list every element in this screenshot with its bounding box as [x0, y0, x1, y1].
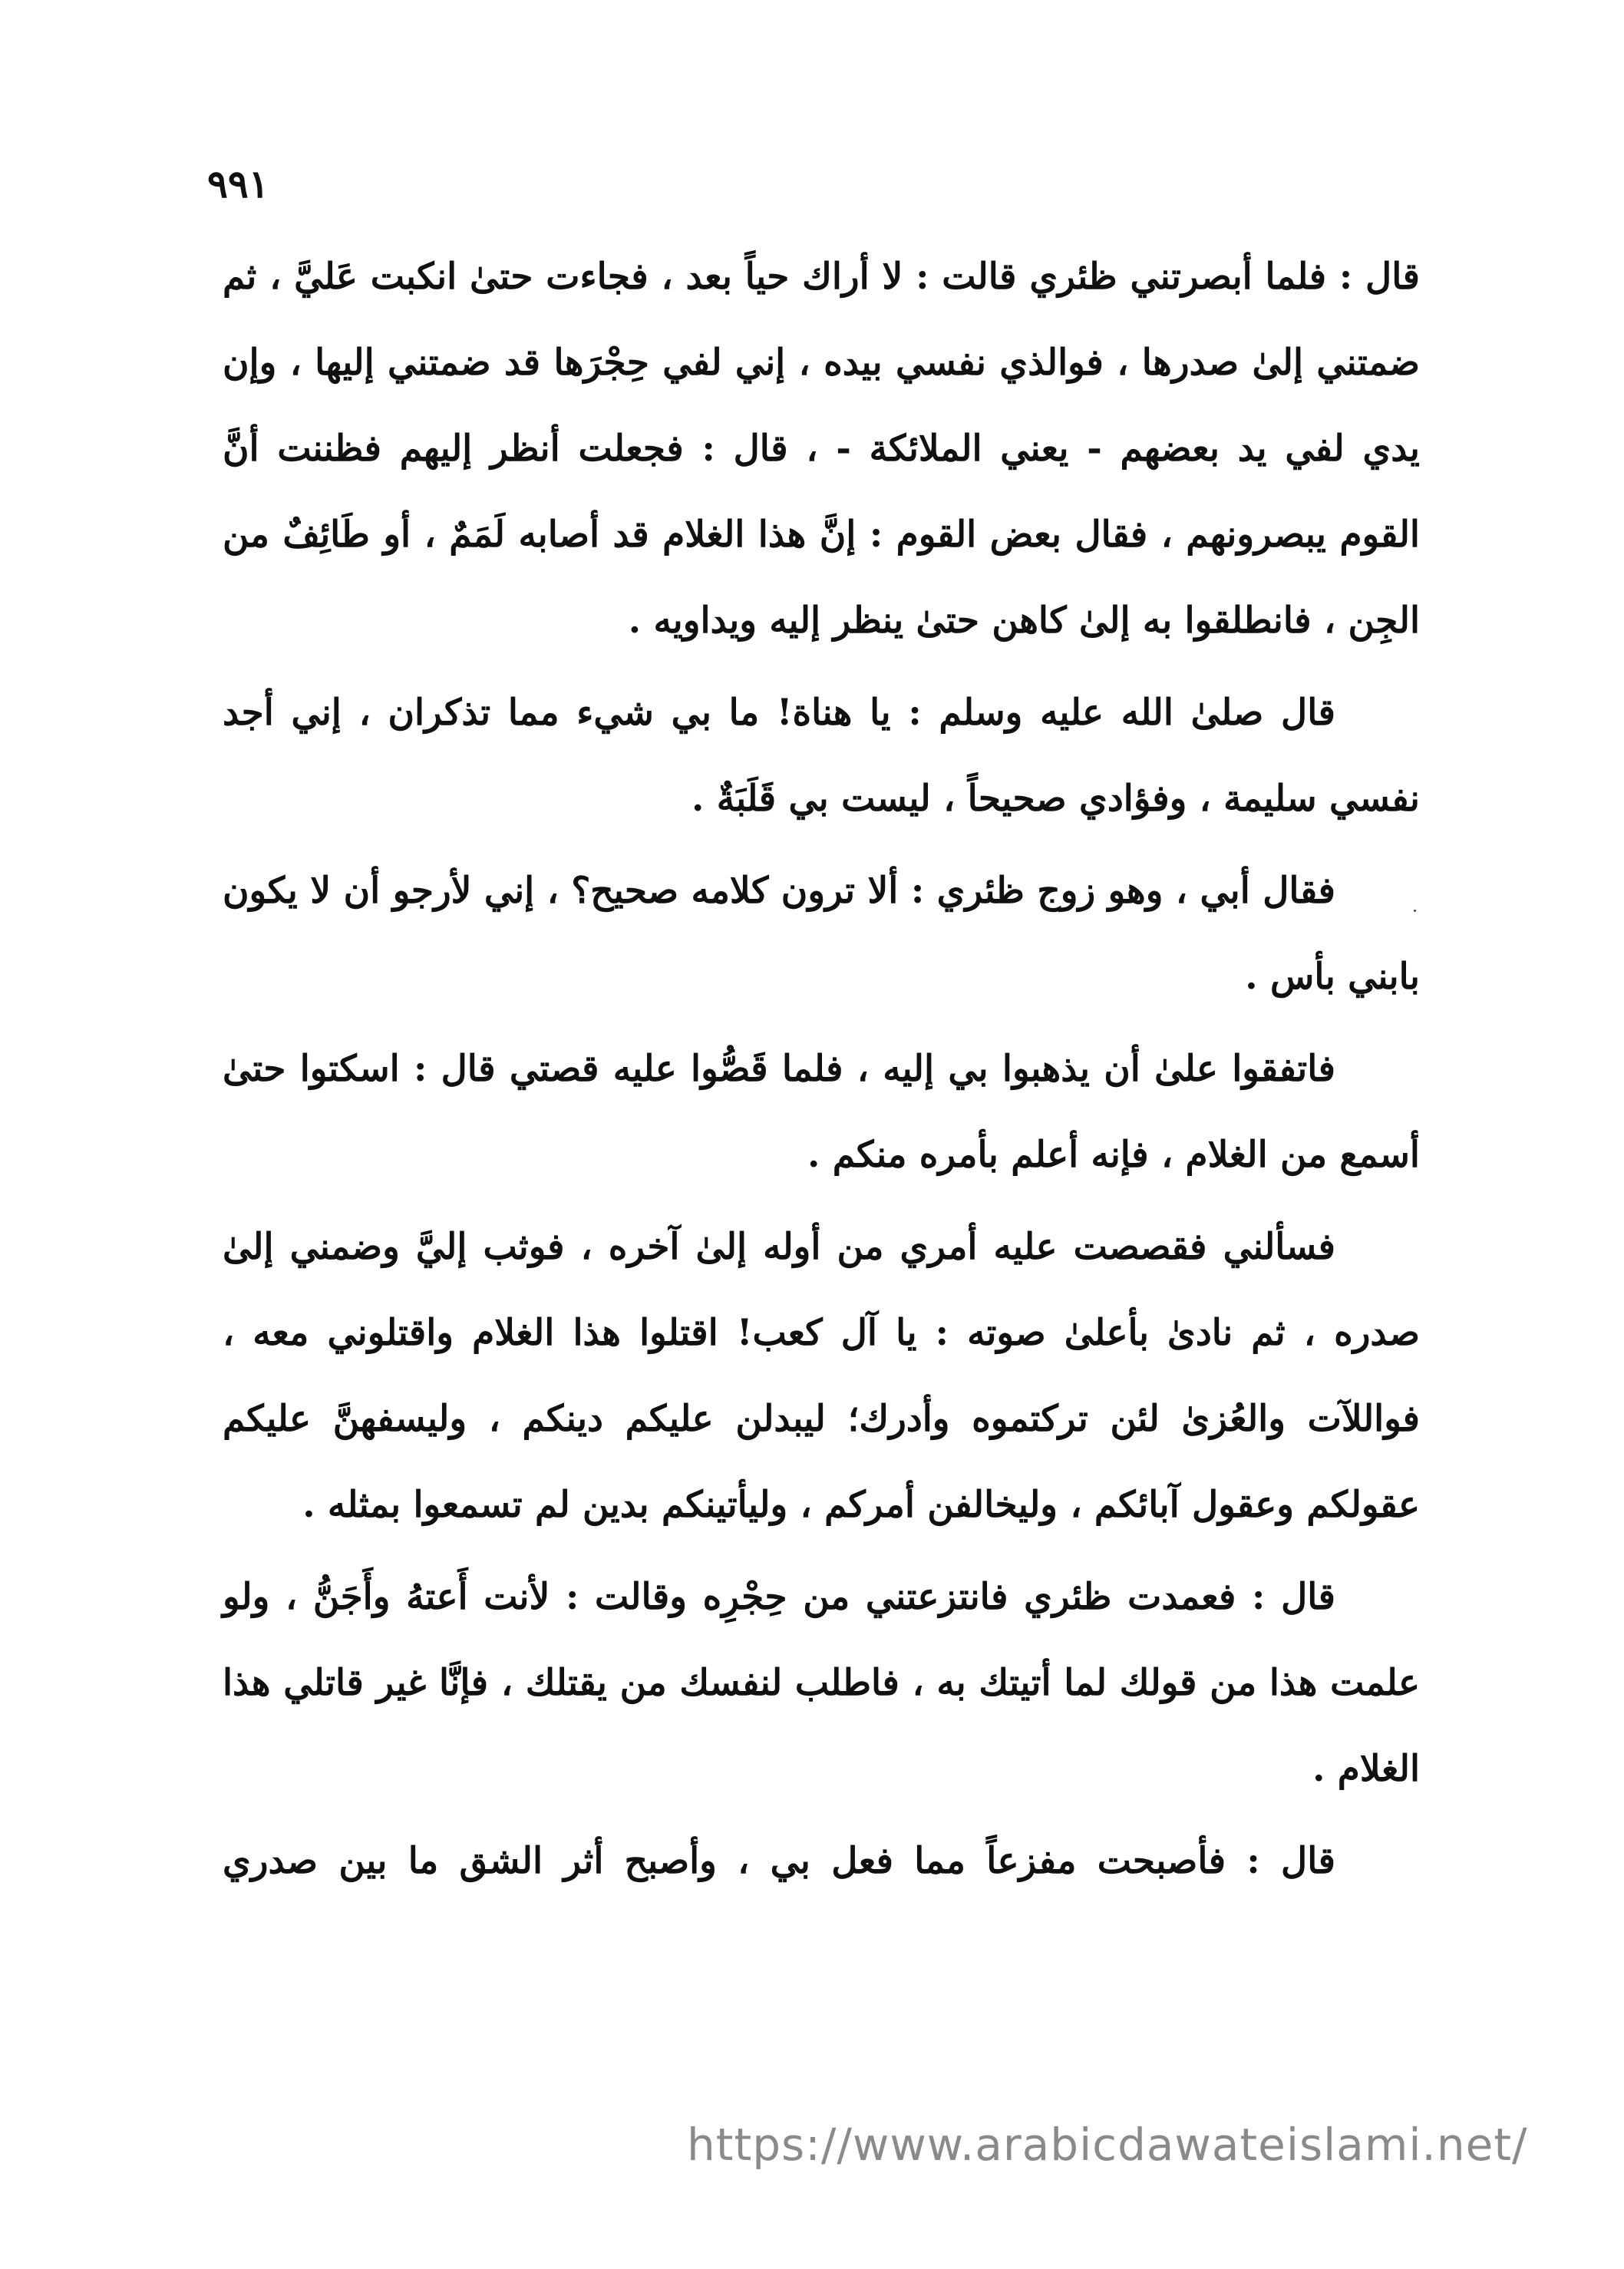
paragraph: قال : فأصبحت مفزعاً مما فعل بي ، وأصبح أثر الشق ما بين صدري	[223, 1840, 1335, 1882]
scan-speck	[1414, 910, 1416, 912]
paragraph: فقال أبي ، وهو زوج ظئري : ألا ترون كلامه صحيح؟ ، إني لأرجو أن لا يكون بابني بأس .	[223, 870, 1420, 998]
paragraph: فسألني فقصصت عليه أمري من أوله إلىٰ آخره ، فوثب إليَّ وضمني إلىٰ صدره ، ثم نادىٰ بأعلىٰ صوته : يا آل كعب! اقتلوا هذا الغلام واقتلوني معه ، فواللآت والعُزىٰ لئن تركتموه وأدرك؛ ليبدلن عليكم دينكم ، وليسفهنَّ عليكم عقولكم وعقول آبائكم ، وليخالفن أمركم ، وليأتينكم بدين لم تسمعوا بمثله .	[223, 1226, 1420, 1526]
watermark-url: https://www.arabicdawateislami.net/	[687, 2119, 1528, 2171]
body-text	[223, 234, 1420, 1911]
paragraph: قال صلىٰ الله عليه وسلم : يا هناة! ما بي شيء مما تذكران ، إني أجد نفسي سليمة ، وفؤادي صحيحاً ، ليست بي قَلَبَةٌ .	[223, 692, 1420, 820]
paragraph: فاتفقوا علىٰ أن يذهبوا بي إليه ، فلما قَصُّوا عليه قصتي قال : اسكتوا حتىٰ أسمع من الغلام ، فإنه أعلم بأمره منكم .	[223, 1048, 1420, 1176]
paragraph: قال : فلما أبصرتني ظئري قالت : لا أراك حياً بعد ، فجاءت حتىٰ انكبت عَليَّ ، ثم ضمتني إلىٰ صدرها ، فوالذي نفسي بيده ، إني لفي حِجْرَها قد ضمتني إليها ، وإن يدي لفي يد بعضهم - يعني الملائكة - ، قال : فجعلت أنظر إليهم فظننت أنَّ القوم يبصرونهم ، فقال بعض القوم : إنَّ هذا الغلام قد أصابه لَمَمٌ ، أو طَائِفٌ من الجِن ، فانطلقوا به إلىٰ كاهن حتىٰ ينظر إليه ويداويه .	[223, 256, 1420, 642]
page-number: ٩٩١	[207, 161, 269, 206]
paragraph: قال : فعمدت ظئري فانتزعتني من حِجْرِه وقالت : لأنت أَعتهُ وأَجَنُّ ، ولو علمت هذا من قولك لما أتيتك به ، فاطلب لنفسك من يقتلك ، فإنَّا غير قاتلي هذا الغلام .	[223, 1576, 1420, 1790]
